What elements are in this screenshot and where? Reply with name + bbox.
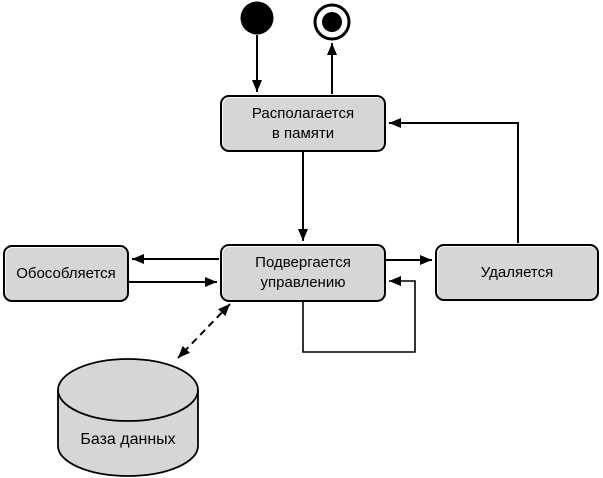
state-label-line: Подвергается xyxy=(255,254,351,271)
state-located-in-memory xyxy=(220,95,386,152)
state-label-line: Располагается xyxy=(251,104,355,122)
state-deleted xyxy=(435,244,599,301)
state-label-line: Удаляется xyxy=(480,263,554,281)
state-detached xyxy=(3,245,129,302)
state-under-management xyxy=(220,244,386,302)
final-state-inner-dot-icon xyxy=(322,12,342,32)
state-label-line: в памяти xyxy=(271,124,335,142)
initial-state-icon xyxy=(241,2,274,35)
state-label-line: управлению xyxy=(260,274,346,291)
database-label: База данных xyxy=(80,431,176,448)
transition-deleted-to-memory xyxy=(389,123,518,243)
link-managed-to-database-dashed xyxy=(178,304,230,358)
state-label-line: Обособляется xyxy=(16,264,116,282)
database-cylinder-top xyxy=(58,359,198,421)
